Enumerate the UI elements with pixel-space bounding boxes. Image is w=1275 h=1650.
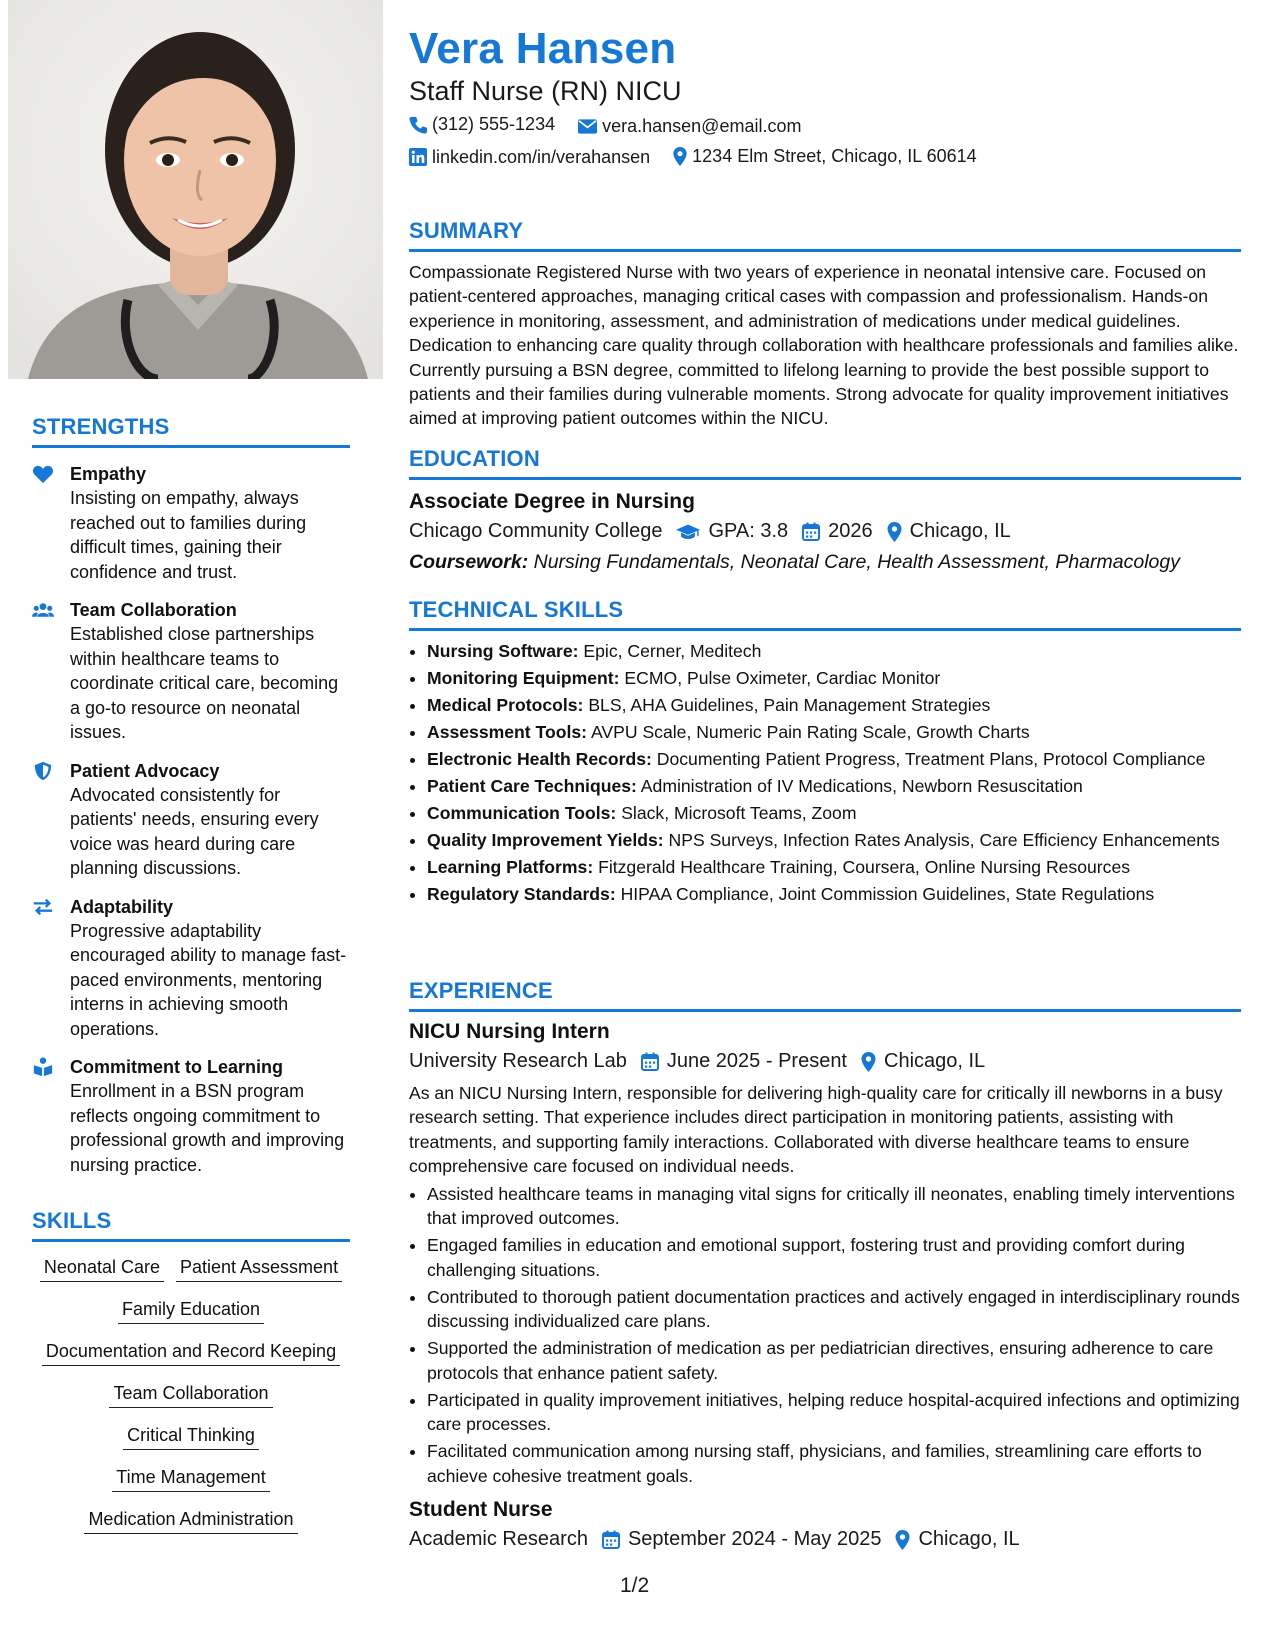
job-location-item [895, 1528, 1019, 1551]
job-bullet: • Facilitated communication among nursing staff, physicians, and families, streamlining care efforts to achieve cohesive treatment goals. [427, 1439, 1241, 1488]
tech-skill-item [427, 720, 1241, 745]
year-text: 2026 [828, 520, 873, 542]
skill-tag: Team Collaboration [109, 1384, 272, 1408]
contact-line-1 [409, 114, 819, 139]
job-meta [409, 1528, 1241, 1551]
tech-skill-value: Fitzgerald Healthcare Training, Coursera, Online Nursing Resources [598, 857, 1131, 877]
coursework-list: Nursing Fundamentals, Neonatal Care, Health Assessment, Pharmacology [533, 551, 1180, 573]
job-bullet: • Contributed to thorough patient documentation practices and actively engaged in interdisciplinary rounds discussing individualized care plans. [427, 1285, 1241, 1334]
strength-name: Patient Advocacy [70, 760, 220, 781]
degree-title: Associate Degree in Nursing [409, 490, 695, 513]
gpa-item [676, 520, 788, 543]
tech-skill-item [427, 828, 1241, 853]
job-location: Chicago, IL [918, 1528, 1020, 1551]
job-bullet: • Supported the administration of medication as per pediatrician directives, ensuring adherence to care protocols that enhance patient safety. [427, 1336, 1241, 1385]
candidate-role: Staff Nurse (RN) NICU [409, 76, 682, 106]
year-item [802, 520, 873, 543]
job-dates-item [602, 1528, 882, 1551]
job-bullet: • Engaged families in education and emotional support, fostering trust and providing comfort during challenging situations. [427, 1233, 1241, 1282]
skills-section [32, 1208, 350, 1552]
page-number: 1/2 [620, 1574, 650, 1597]
job-dates-item [641, 1050, 847, 1073]
experience-heading: EXPERIENCE [409, 978, 1241, 1012]
strength-name: Adaptability [70, 896, 174, 917]
strength-desc: Progressive adaptability encouraged ability to manage fast-paced environments, mentoring interns in achieving smooth operations. [70, 920, 347, 1039]
technical-skills-list [409, 639, 1241, 907]
skill-tag: Neonatal Care [40, 1258, 164, 1282]
location-pin-icon [895, 1530, 910, 1550]
strength-desc: Advocated consistently for patients' needs, ensuring every voice was heard during care planning discussions. [70, 784, 319, 878]
job-title: Student Nurse [409, 1498, 553, 1522]
tech-skill-item [427, 747, 1241, 772]
tech-skill-item [427, 855, 1241, 880]
location-item [887, 520, 1011, 543]
education-heading: EDUCATION [409, 446, 1241, 480]
school-name: Chicago Community College [409, 520, 663, 542]
tech-skill-value: AVPU Scale, Numeric Pain Rating Scale, Growth Charts [590, 722, 1030, 742]
job-org: University Research Lab [409, 1050, 627, 1072]
tech-skill-value: ECMO, Pulse Oximeter, Cardiac Monitor [624, 668, 941, 688]
phone-text: (312) 555-1234 [432, 114, 556, 134]
calendar-icon [641, 1052, 659, 1071]
job-bullet: • Assisted healthcare teams in managing vital signs for critically ill neonates, enabling timely interventions that improved outcomes. [427, 1182, 1241, 1231]
job-dates: June 2025 - Present [666, 1050, 847, 1072]
experience-section [409, 978, 1241, 1551]
tech-skill-item [427, 639, 1241, 664]
strength-name: Commitment to Learning [70, 1057, 284, 1077]
job-entry [409, 1498, 1241, 1551]
profile-photo [8, 0, 383, 379]
candidate-name: Vera Hansen [409, 24, 677, 73]
tech-skill-item [427, 666, 1241, 691]
skill-tag: Patient Assessment [176, 1258, 342, 1282]
job-location-item [861, 1050, 985, 1073]
shield-icon [32, 761, 54, 781]
tech-skill-label: Communication Tools: [427, 803, 617, 823]
tech-skill-label: Quality Improvement Yields: [427, 830, 664, 850]
tech-skill-label: Patient Care Techniques: [427, 776, 637, 796]
summary-text: Compassionate Registered Nurse with two years of experience in neonatal intensive care. Focused on patient-centered approaches, managing critical cases with compassion and professionalism. Hands-on experience in monitoring, assessment, and administration of medications under medical guidelines. Dedication to enhancing care quality through collaboration with healthcare professionals and families alike. Currently pursuing a BSN degree, committed to lifelong learning to provide the best possible support to patients and their families during vulnerable moments. Strong advocate for quality improvement initiatives aimed at improving patient outcomes within the NICU. [409, 262, 1239, 429]
tech-skill-label: Regulatory Standards: [427, 884, 616, 904]
tech-skill-value: HIPAA Compliance, Joint Commission Guidelines, State Regulations [620, 884, 1155, 904]
tech-skill-label: Electronic Health Records: [427, 749, 652, 769]
envelope-icon [578, 119, 597, 134]
contact-phone[interactable] [409, 114, 555, 135]
coursework [409, 551, 1241, 574]
tech-skill-item [427, 801, 1241, 826]
gpa-text: GPA: 3.8 [708, 520, 789, 542]
education-section [409, 446, 1241, 574]
skills-list [32, 1258, 350, 1552]
tech-skill-value: BLS, AHA Guidelines, Pain Management Strategies [588, 695, 991, 715]
job-title: NICU Nursing Intern [409, 1020, 610, 1043]
technical-skills-heading: TECHNICAL SKILLS [409, 597, 1241, 631]
calendar-icon [802, 522, 820, 541]
location-text: Chicago, IL [909, 520, 1011, 542]
skill-tag: Documentation and Record Keeping [42, 1342, 340, 1366]
tech-skill-value: NPS Surveys, Infection Rates Analysis, Care Efficiency Enhancements [668, 830, 1220, 850]
tech-skill-label: Assessment Tools: [427, 722, 588, 742]
summary-heading: SUMMARY [409, 218, 1241, 252]
graduation-cap-icon [676, 523, 700, 541]
calendar-icon [602, 1530, 620, 1549]
strength-item [32, 895, 350, 1042]
address-text: 1234 Elm Street, Chicago, IL 60614 [692, 146, 977, 166]
location-pin-icon [673, 147, 687, 166]
job-bullets [409, 1182, 1241, 1489]
contact-address [673, 146, 977, 167]
job-org: Academic Research [409, 1528, 588, 1551]
users-icon [32, 600, 54, 620]
tech-skill-item [427, 774, 1241, 799]
book-reader-icon [32, 1057, 54, 1077]
job-summary: As an NICU Nursing Intern, responsible for delivering high-quality care for critically ill newborns in a busy research setting. That experience includes direct participation in monitoring patients, assisting with treatments, and supporting family interactions. Collaborated with diverse healthcare teams to ensure comprehensive care focused on individual needs. [409, 1083, 1223, 1177]
tech-skill-value: Epic, Cerner, Meditech [583, 641, 762, 661]
contact-email[interactable] [578, 116, 801, 137]
tech-skill-item [427, 693, 1241, 718]
linkedin-icon [409, 148, 427, 166]
technical-skills-section [409, 597, 1241, 909]
job-entry [409, 1020, 1241, 1488]
contact-line-2 [409, 146, 995, 171]
location-pin-icon [861, 1052, 876, 1072]
tech-skill-value: Documenting Patient Progress, Treatment Plans, Protocol Compliance [656, 749, 1206, 769]
job-location: Chicago, IL [884, 1050, 986, 1072]
tech-skill-label: Medical Protocols: [427, 695, 584, 715]
job-dates: September 2024 - May 2025 [627, 1528, 882, 1551]
phone-icon [409, 116, 427, 134]
summary-section [409, 218, 1241, 431]
tech-skill-label: Nursing Software: [427, 641, 579, 661]
job-meta [409, 1050, 1241, 1073]
skill-tag: Time Management [112, 1468, 269, 1492]
strength-item [32, 759, 350, 881]
heart-icon [32, 464, 54, 484]
email-text: vera.hansen@email.com [602, 115, 802, 136]
skill-tag: Critical Thinking [123, 1426, 259, 1450]
tech-skill-label: Learning Platforms: [427, 857, 594, 877]
strength-name: Empathy [70, 464, 147, 484]
strengths-heading: STRENGTHS [32, 414, 350, 448]
skills-heading: SKILLS [32, 1208, 350, 1242]
strength-name: Team Collaboration [70, 600, 237, 620]
tech-skill-item [427, 882, 1241, 907]
strength-desc: Established close partnerships within healthcare teams to coordinate critical care, becoming a go-to resource on neonatal issues. [70, 624, 339, 742]
strength-item [32, 1055, 350, 1177]
coursework-label: Coursework: [409, 551, 529, 573]
strength-item [32, 598, 350, 745]
strength-desc: Enrollment in a BSN program reflects ongoing commitment to professional growth and improving nursing practice. [70, 1081, 345, 1175]
skill-tag: Family Education [118, 1300, 264, 1324]
contact-linkedin[interactable] [409, 147, 650, 168]
strengths-section [32, 414, 350, 1177]
tech-skill-value: Slack, Microsoft Teams, Zoom [621, 803, 857, 823]
education-meta [409, 520, 1241, 543]
tech-skill-value: Administration of IV Medications, Newborn Resuscitation [640, 776, 1083, 796]
linkedin-text: linkedin.com/in/verahansen [432, 146, 651, 167]
job-bullet: • Participated in quality improvement initiatives, helping reduce hospital-acquired infections and optimizing care processes. [427, 1388, 1241, 1437]
arrows-icon [32, 897, 54, 917]
left-column [0, 0, 383, 1650]
strength-desc: Insisting on empathy, always reached out to families during difficult times, gaining their confidence and trust. [70, 488, 307, 582]
skill-tag: Medication Administration [84, 1510, 297, 1534]
strength-item [32, 462, 350, 584]
location-pin-icon [887, 522, 902, 542]
tech-skill-label: Monitoring Equipment: [427, 668, 620, 688]
